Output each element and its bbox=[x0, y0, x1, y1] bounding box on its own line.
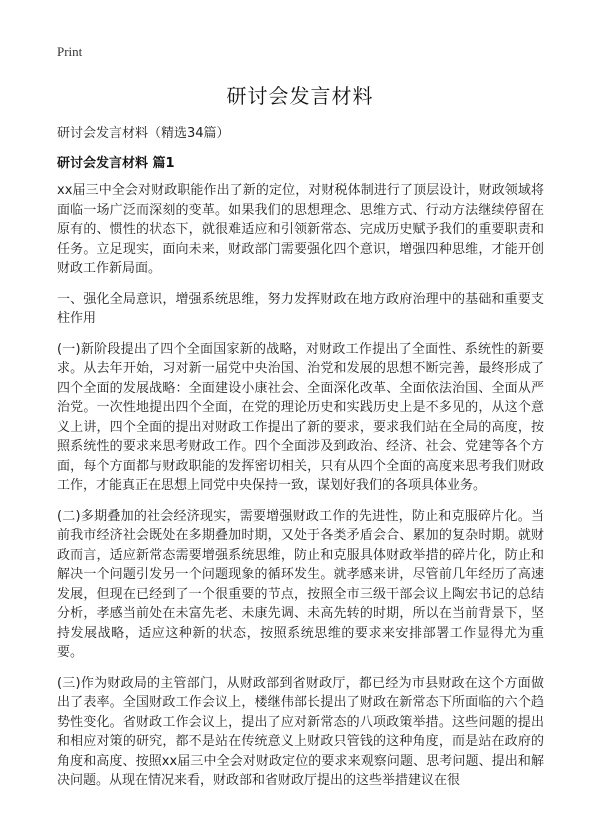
document-subtitle: 研讨会发言材料（精选34篇） bbox=[57, 126, 230, 141]
paragraph-intro: xx届三中全会对财政职能作出了新的定位，对财税体制进行了顶层设计，财政领域将面临一场广泛而深刻的变革。如果我们的思想理念、思维方式、行动方法继续停留在原有的、惯性的状态下，就很难适应和引领新常态、完成历史赋予我们的重要职责和任务。立足现实，面向未来，财政部门需要强化四个意识，增强四种思维，才能开创财政工作新局面。 bbox=[57, 183, 544, 276]
paragraph-point-two: (二)多期叠加的社会经济现实，需要增强财政工作的先进性，防止和克服碎片化。当前我市经济社会既处在多期叠加时期，又处于各类矛盾会合、累加的复杂时期。就财政而言，适应新常态需要增强系统思维，防止和克服具体财政举措的碎片化，防止和解决一个问题引发另一个问题现象的循环发生。就孝感来讲，尽管前几年经历了高速发展，但现在已经到了一个很重要的节点，按照全市三级干部会议上陶宏书记的总结分析，孝感当前处在未富先老、未康先调、未高先转的时期，所以在当前背景下，坚持发展战略，适应这种新的状态，按照系统思维的要求来安排部署工作显得尤为重要。 bbox=[57, 508, 544, 660]
paragraph-point-three: (三)作为财政局的主管部门，从财政部到省财政厅，都已经为市县财政在这个方面做出了表率。全国财政工作会议上，楼继伟部长提出了财政在新常态下所面临的六个趋势性变化。省财政工作会议上，提出了应对新常态的八项政策举措。这些问题的提出和相应对策的研究，都不是站在传统意义上财政只管钱的这种角度，而是站在政府的角度和高度、按照xx届三中全会对财政定位的要求来观察问题、思考问题、提出和解决问题。从现在情况来看，财政部和省财政厅提出的这些举措建议在很 bbox=[57, 675, 544, 788]
paragraph-heading-one: 一、强化全局意识，增强系统思维，努力发挥财政在地方政府治理中的基础和重要支柱作用 bbox=[57, 291, 544, 326]
section-heading: 研讨会发言材料 篇1 bbox=[57, 156, 175, 171]
print-link[interactable]: Print bbox=[57, 44, 83, 59]
paragraph-point-one: (一)新阶段提出了四个全面国家新的战略，对财政工作提出了全面性、系统性的新要求。从去年开始，习对新一届党中央治国、治党和发展的思想不断完善，最终形成了四个全面的发展战略：全面建设小康社会、全面深化改革、全面依法治国、全面从严治党。一次性地提出四个全面，在党的理论历史和实践历史上是不多见的，从这个意义上讲，四个全面的提出对财政工作提出了新的要求，要求我们站在全局的高度，按照系统性的要求来思考财政工作。四个全面涉及到政治、经济、社会、党建等各个方面，每个方面都与财政职能的发挥密切相关，只有从四个全面的高度来思考我们财政工作，才能真正在思想上同党中央保持一致，谋划好我们的各项具体业务。 bbox=[57, 341, 544, 493]
page-title: 研讨会发言材料 bbox=[226, 84, 374, 108]
document-body bbox=[57, 181, 544, 802]
